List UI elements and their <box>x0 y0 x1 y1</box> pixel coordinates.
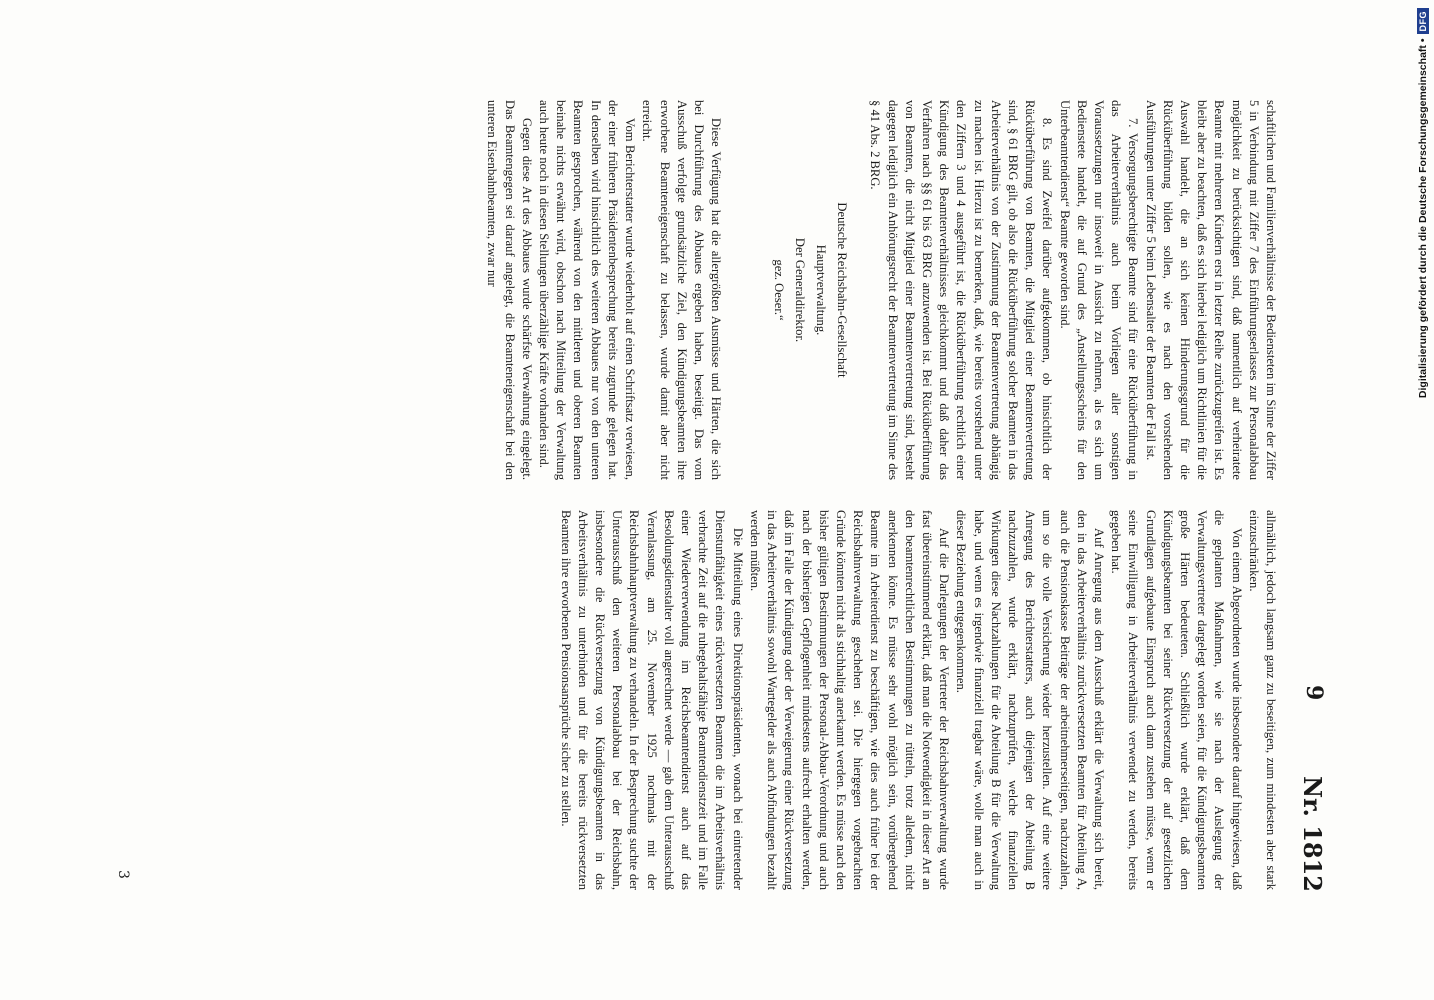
page-header <box>1287 100 1327 900</box>
right-paragraph-3: Auf Anregung aus dem Ausschuß erklärt die Verwaltung sich bereit, den in das Arbeiterverhältnis zurückversetzten Beamten für Abteilung A, auch die Pensionskasse Beiträge der arbeitnehmerseitigen, nachzuzahlen, um so die volle Versicherung wieder herzustellen. Auf eine weitere Anregung des Berichterstatters, auch diejenigen der Abteilung B nachzuzahlen, wurde erklärt, nachzuprüfen, welche finanziellen Wirkungen diese Nachzahlungen für die Abteilung B für die Verwaltung habe, und wenn es irgendwie finanziell tragbar wäre, wolle man auch in dieser Beziehung entgegenkommen. <box>954 510 1106 890</box>
document-number: Nr. 1812 <box>1298 776 1327 892</box>
signature-name: gez. Oeser.“ <box>772 259 787 321</box>
attribution-line <box>1412 8 1434 992</box>
right-column <box>556 510 1279 890</box>
signature-organization: Deutsche Reichsbahn-Gesellschaft <box>835 202 850 378</box>
page-content <box>107 100 1327 900</box>
right-paragraph-2: Von einem Abgeordneten wurde insbesondere darauf hingewiesen, daß die geplanten Maßnahmen, wie sie nach der Auslegung der Verwaltungsvertreter dargelegt worden seien, für die Kündigungsbeamten große Härten bedeuteten. Schließlich wurde erklärt, daß dem Kündigungsbeamten bei seiner Rückversetzung der auf gesetzlichen Grundlagen aufgebaute Einspruch auch dann zustehen müsse, wenn er seine Einwilligung in Arbeiterverhältnis verwendet zu werden, bereits gegeben hat. <box>1109 510 1244 890</box>
signature-block <box>768 100 852 480</box>
attribution-strip <box>1412 8 1434 992</box>
dfg-logo-icon: DFG <box>1417 8 1429 35</box>
rotated-content <box>107 100 1327 900</box>
signature-department: Hauptverwaltung. <box>814 244 829 336</box>
left-paragraph-6: Gegen diese Art des Abbaues wurde schärfste Verwahrung eingelegt. Das Beamtengegen sei darauf angelegt, die Beamteneigenschaft bei den unteren Eisenbahnbeamten, zwar nur <box>485 100 534 480</box>
left-column <box>483 100 1279 480</box>
right-paragraph-1: allmählich, jedoch langsam ganz zu beseitigen, zum mindesten aber stark einzuschränken. <box>1246 510 1278 890</box>
left-paragraph-1: schaftlichen und Familienverhältnisse der Bediensteten im Sinne der Ziffer 5 in Verbindung mit Ziffer 7 des Einführungserlasses zur Personalabbau möglichkeit zu berücksichtigen sind, daß namentlich auf verheiratete Beamte mit mehreren Kindern erst in letzter Reihe zurückzugreifen ist. Es bleibt aber zu beachten, daß es sich hierbei lediglich um Richtlinien für die Auswahl handelt, die an sich keinen Hinderungsgrund für die Rücküberführung bilden sollen, wie es nach den vorstehenden Ausführungen unter Ziffer 5 beim Lebensalter der Beamten der Fall ist. <box>1143 100 1278 480</box>
page-number: 9 <box>1301 685 1327 701</box>
signature-title: Der Generaldirektor. <box>793 237 808 343</box>
left-paragraph-3: 8. Es sind Zweifel darüber aufgekommen, ob hinsichtlich der Rücküberführung von Beamten, die Mitglied einer Beamtenvertretung sind, § 61 BRG gilt, ob also die Rücküberführung solcher Beamten in das Arbeiterverhältnis von der Zustimmung der Beamtenvertretung abhängig zu machen ist. Hierzu ist zu bemerken, daß, wie bereits vorstehend unter den Ziffern 3 und 4 ausgeführt ist, die Rücküberführung rechtlich einer Kündigung des Beamtenverhältnisses gleichkommt und daß daher das Verfahren nach §§ 61 bis 63 BRG anzuwenden ist. Bei Rücküberführung von Beamten, die nicht Mitglied einer Beamtenvertretung sind, besteht dagegen lediglich ein Anhörungsrecht der Beamtenvertretung im Sinne des § 41 Abs. 2 BRG. <box>868 100 1055 480</box>
right-paragraph-5: Die Mitteilung eines Direktionspräsidenten, wonach bei eintretender Dienstunfähigkeit eines rückversetzten Beamten die im Arbeitsverhältnis verbrachte Zeit auf die ruhegehaltsfähige Beamtendienstzeit und im Falle einer Wiederverwendung im Reichsbeamtendienst auch auf das Besoldungsdienstalter voll angerechnet werde — gab dem Unterausschuß Veranlassung, am 25. November 1925 nochmals mit der Reichsbahnhauptverwaltung zu verhandeln. In der Besprechung suchte der Unterausschuß den weiteren Personalabbau bei der Reichsbahn, insbesondere die Rückversetzung von Kündigungsbeamten in das Arbeitsverhältnis zu unterbinden und für die bereits rückversetzten Beamten ihre erworbenen Pensionsansprüche sicher zu stellen. <box>558 510 745 890</box>
left-paragraph-2: 7. Versorgungsberechtigte Beamte sind für eine Rücküberführung in das Arbeiterverhältnis auch beim Vorliegen aller sonstigen Voraussetzungen nur insoweit in Aussicht zu nehmen, als es sich um Bedienstete handelt, die auf Grund des „Anstellungsscheins für den Unterbeamtendienst“ Beamte geworden sind. <box>1057 100 1141 480</box>
paragraph-gap <box>724 100 750 480</box>
right-paragraph-4: Auf die Darlegungen der Vertreter der Reichsbahnverwaltung wurde fast übereinstimmend erklärt, daß man die Notwendigkeit in dieser Art an den beamtenrechtlichen Bestimmungen zu rütteln, trotz alledem, nicht anerkennen könne. Es müsse sehr wohl möglich sein, vorübergehend Beamte im Arbeiterdienst zu beschäftigen, wie dies auch früher bei der Reichsbahnverwaltung geschehen sei. Die hiergegen vorgebrachten Gründe könnten nicht als stichhaltig anerkannt werden. Es müsse nach den bisher gültigen Bestimmungen der Personal-Abbau-Verordnung und auch nach der bisherigen Gepflogenheit mindestens aufrecht erhalten werden, daß im Falle der Kündigung oder der Verweigerung einer Rückversetzung in das Arbeiterverhältnis sowohl Wartegelder als auch Abfindungen bezahlt werden müßten. <box>747 510 952 890</box>
attribution-text: Digitalisierung gefördert durch die Deutsche Forschungsgemeinschaft • <box>1417 38 1429 399</box>
footer-signature-mark: 3 <box>115 870 131 879</box>
left-paragraph-4: Diese Verfügung hat die allergrößten Ausmüsse und Härten, die sich bei Durchführung des Abbaues ergeben haben, beseitigt. Das vom Ausschuß verfolgte grundsätzliche Ziel, den Kündigungsbeamten ihre erworbene Beamteneigenschaft zu belassen, wurde damit aber nicht erreicht. <box>640 100 724 480</box>
left-paragraph-5: Vom Berichterstatter wurde wiederholt auf einen Schriftsatz verwiesen, der einer früheren Präsidentenbesprechung bereits zugrunde gelegen hat. In denselben wird hinsichtlich des weiteren Abbaues nur von den unteren Beamten gesprochen, während von den mittleren und oberen Beamten beinahe nichts erwähnt wird, obschon nach Mitteilung der Verwaltung auch heute noch in diesen Stellungen überzählige Kräfte vorhanden sind. <box>537 100 638 480</box>
